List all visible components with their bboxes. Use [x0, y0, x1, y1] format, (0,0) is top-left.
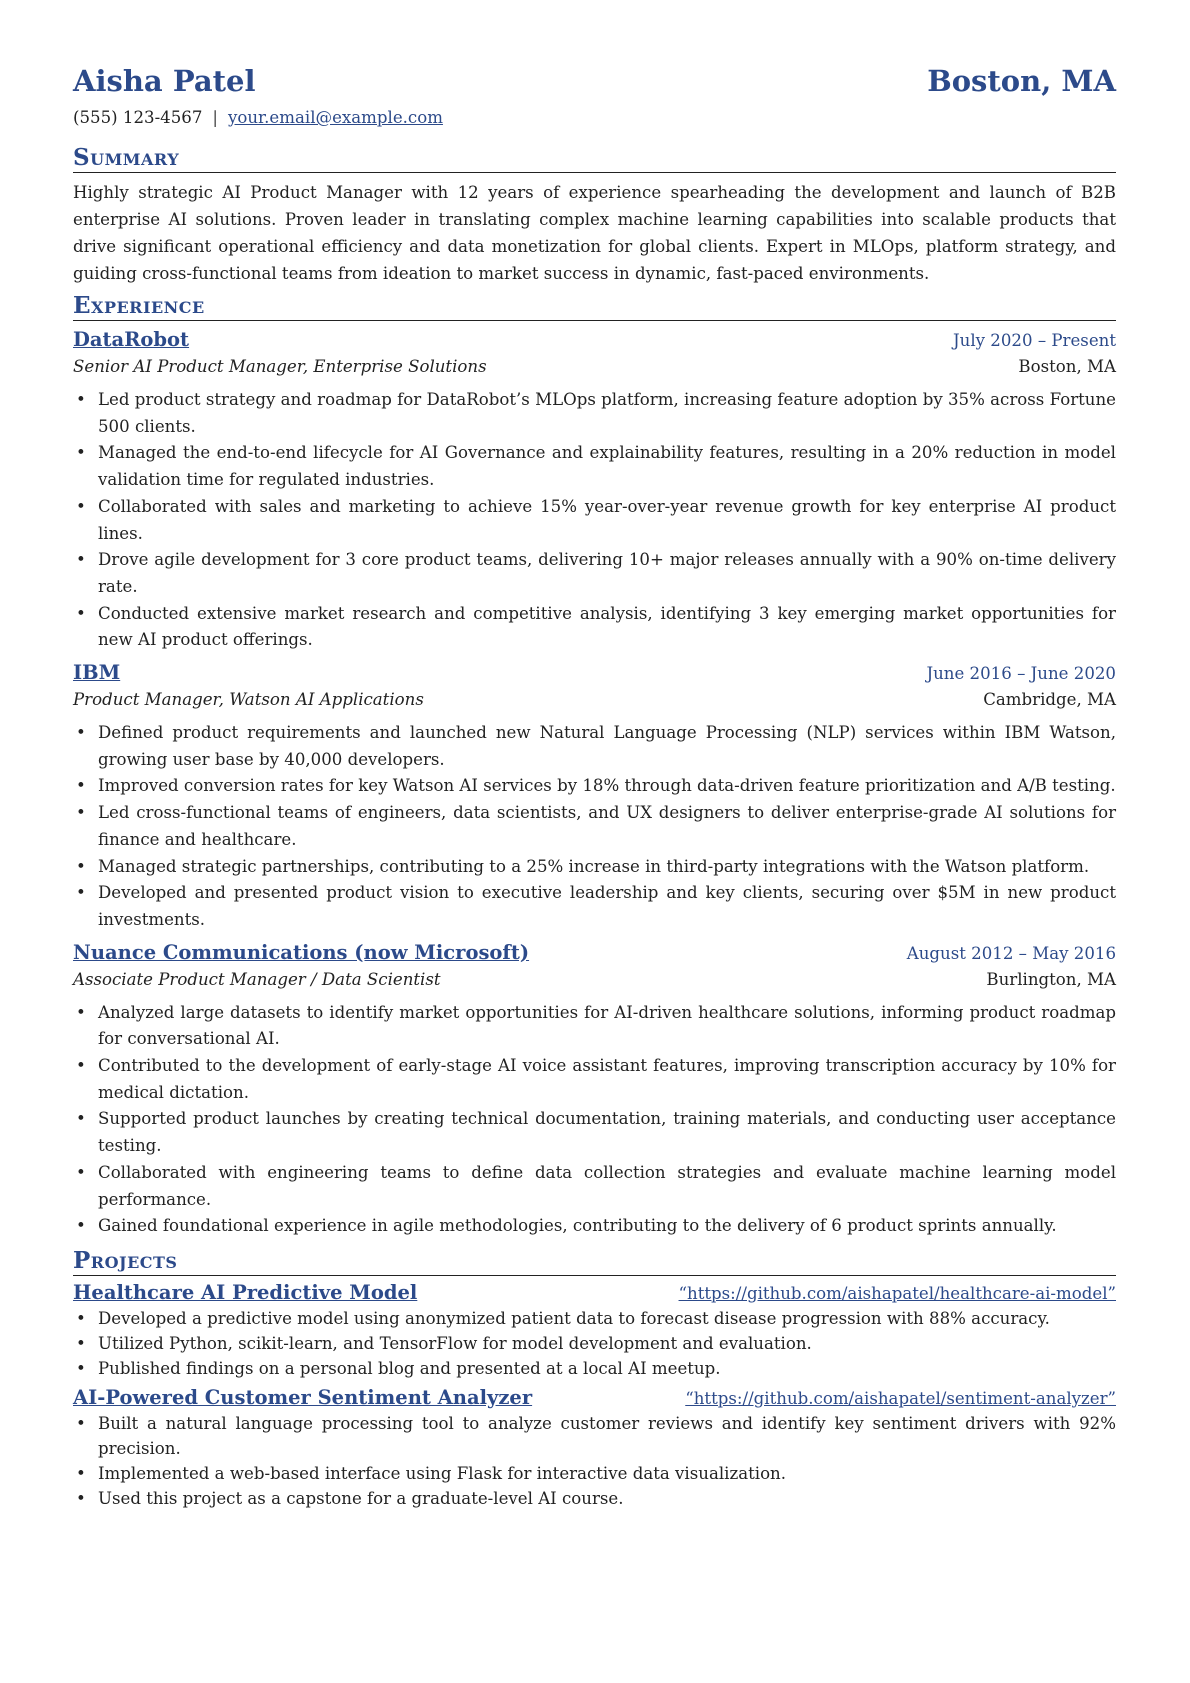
- company-name[interactable]: DataRobot: [73, 328, 190, 351]
- job-location: Boston, MA: [1018, 357, 1116, 376]
- experience-heading: Experience: [73, 293, 1116, 321]
- project-entry-healthcare: [73, 1281, 1116, 1381]
- achievement-list: [73, 1000, 1116, 1240]
- project-bullet-list: [73, 1411, 1116, 1511]
- list-item: • Analyzed large datasets to identify market opportunities for AI-driven healthcare solutions, informing product roadmap for conversational AI.: [98, 1000, 1116, 1053]
- list-item: • Utilized Python, scikit-learn, and TensorFlow for model development and evaluation.: [98, 1331, 1116, 1356]
- employment-dates: July 2020 – Present: [953, 331, 1116, 350]
- project-bullet-list: [73, 1306, 1116, 1381]
- list-item: • Supported product launches by creating technical documentation, training materials, and conducting user acceptance testing.: [98, 1106, 1116, 1159]
- project-link[interactable]: “https://github.com/aishapatel/sentiment-analyzer”: [685, 1388, 1116, 1408]
- list-item: • Conducted extensive market research and competitive analysis, identifying 3 key emerging market opportunities for new AI product offerings.: [98, 601, 1116, 654]
- summary-text: Highly strategic AI Product Manager with 12 years of experience spearheading the development and launch of B2B enterprise AI solutions. Proven leader in translating complex machine learning capabilities into scalable products that drive significant operational efficiency and data monetization for global clients. Expert in MLOps, platform strategy, and guiding cross-functional teams from ideation to market success in dynamic, fast-paced environments.: [73, 183, 1116, 283]
- company-name[interactable]: Nuance Communications (now Microsoft): [73, 940, 530, 964]
- job-location: Cambridge, MA: [983, 690, 1116, 710]
- contact-line: [73, 108, 1116, 128]
- list-item: • Built a natural language processing tool to analyze customer reviews and identify key sentiment drivers with 92% precision.: [98, 1411, 1116, 1461]
- phone-number: (555) 123-4567: [73, 108, 203, 127]
- candidate-name: Aisha Patel: [73, 64, 256, 98]
- job-title: Senior AI Product Manager, Enterprise Solutions: [73, 357, 487, 376]
- job-location: Burlington, MA: [986, 969, 1116, 989]
- project-link[interactable]: “https://github.com/aishapatel/healthcare-ai-model”: [678, 1283, 1116, 1303]
- job-title: Associate Product Manager / Data Scientist: [73, 969, 441, 989]
- achievement-list: [73, 387, 1116, 654]
- experience-entry-nuance: [73, 940, 1116, 1240]
- list-item: • Used this project as a capstone for a graduate-level AI course.: [98, 1486, 1116, 1511]
- list-item: • Managed strategic partnerships, contributing to a 25% increase in third-party integrations with the Watson platform.: [98, 854, 1116, 881]
- project-title[interactable]: AI-Powered Customer Sentiment Analyzer: [73, 1385, 533, 1409]
- list-item: • Published findings on a personal blog and presented at a local AI meetup.: [98, 1356, 1116, 1381]
- list-item: • Collaborated with engineering teams to define data collection strategies and evaluate machine learning model performance.: [98, 1160, 1116, 1213]
- project-entry-sentiment: [73, 1386, 1116, 1511]
- company-name[interactable]: IBM: [73, 661, 121, 685]
- list-item: • Developed a predictive model using anonymized patient data to forecast disease progression with 88% accuracy.: [98, 1306, 1116, 1331]
- list-item: • Led cross-functional teams of engineers, data scientists, and UX designers to deliver enterprise-grade AI solutions for finance and healthcare.: [98, 800, 1116, 853]
- projects-heading: Projects: [73, 1248, 1116, 1276]
- list-item: • Improved conversion rates for key Watson AI services by 18% through data-driven feature prioritization and A/B testing.: [98, 773, 1116, 800]
- resume-header: [73, 62, 1116, 100]
- list-item: • Managed the end-to-end lifecycle for AI Governance and explainability features, resulting in a 20% reduction in model validation time for regulated industries.: [98, 440, 1116, 493]
- achievement-list: [73, 720, 1116, 934]
- list-item: • Drove agile development for 3 core product teams, delivering 10+ major releases annually with a 90% on-time delivery rate.: [98, 547, 1116, 600]
- list-item: • Developed and presented product vision to executive leadership and key clients, securing over $5M in new product investments.: [98, 880, 1116, 933]
- list-item: • Contributed to the development of early-stage AI voice assistant features, improving transcription accuracy by 10% for medical dictation.: [98, 1053, 1116, 1106]
- job-title: Product Manager, Watson AI Applications: [73, 690, 424, 710]
- list-item: • Collaborated with sales and marketing to achieve 15% year-over-year revenue growth for key enterprise AI product lines.: [98, 494, 1116, 547]
- email-link[interactable]: your.email@example.com: [228, 108, 443, 127]
- list-item: • Defined product requirements and launched new Natural Language Processing (NLP) services within IBM Watson, growing user base by 40,000 developers.: [98, 720, 1116, 773]
- experience-entry-ibm: [73, 660, 1116, 934]
- list-item: • Implemented a web-based interface using Flask for interactive data visualization.: [98, 1461, 1116, 1486]
- candidate-city: Boston, MA: [927, 64, 1116, 98]
- employment-dates: June 2016 – June 2020: [926, 664, 1116, 684]
- experience-entry-datarobot: [73, 327, 1116, 654]
- contact-separator: |: [212, 108, 218, 127]
- list-item: • Gained foundational experience in agile methodologies, contributing to the delivery of 6 product sprints annually.: [98, 1213, 1116, 1240]
- summary-heading: Summary: [73, 145, 1116, 173]
- employment-dates: August 2012 – May 2016: [906, 943, 1116, 963]
- list-item: • Led product strategy and roadmap for DataRobot’s MLOps platform, increasing feature adoption by 35% across Fortune 500 clients.: [98, 387, 1116, 440]
- project-title[interactable]: Healthcare AI Predictive Model: [73, 1280, 418, 1304]
